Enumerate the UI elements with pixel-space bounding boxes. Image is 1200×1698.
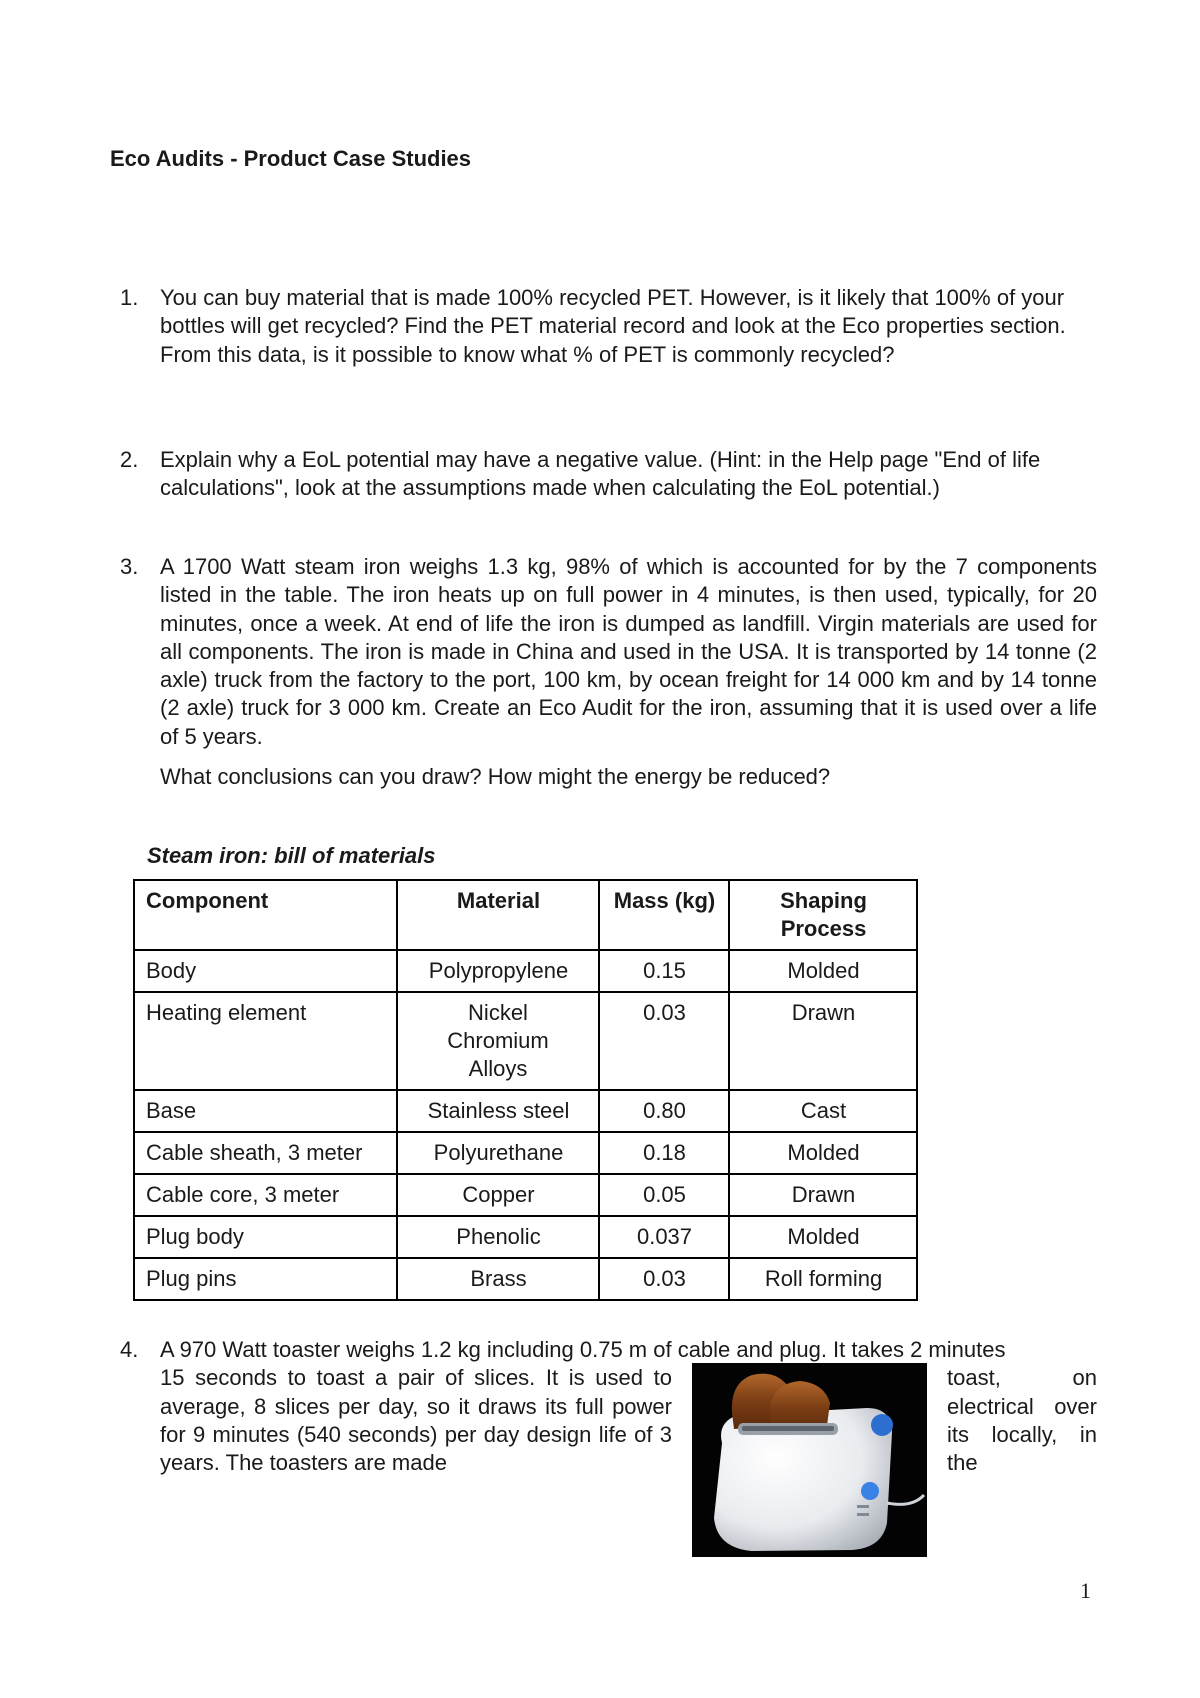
- question-text: Explain why a EoL potential may have a negative value. (Hint: in the Help page "End of life calculations", look at the assumptions made when calculating the EoL potential.): [160, 447, 1041, 501]
- question-followup: What conclusions can you draw? How might the energy be reduced?: [160, 764, 831, 790]
- cell-process: Drawn: [729, 992, 917, 1090]
- cell-component: Heating element: [134, 992, 397, 1090]
- question-text-left-column: 15 seconds to toast a pair of slices. It is used to average, 8 slices per day, so it draws its full power for 9 minutes (540 seconds) per day design life of 3 years. The toasters are made: [160, 1365, 672, 1476]
- toaster-icon: [692, 1363, 927, 1557]
- toaster-photo: [692, 1363, 927, 1557]
- question-number: 2.: [120, 447, 139, 472]
- cell-process: Drawn: [729, 1174, 917, 1216]
- question-number: 1.: [120, 285, 139, 310]
- bill-of-materials-table: [133, 879, 918, 1301]
- cell-component: Base: [134, 1090, 397, 1132]
- table-row: [134, 1216, 917, 1258]
- cell-material: Stainless steel: [397, 1090, 599, 1132]
- table-row: [134, 1090, 917, 1132]
- cell-material: Nickel Chromium Alloys: [397, 992, 599, 1090]
- cell-material: Polypropylene: [397, 950, 599, 992]
- table-title: Steam iron: bill of materials: [147, 843, 436, 868]
- cell-process: Roll forming: [729, 1258, 917, 1300]
- cell-process: Molded: [729, 1216, 917, 1258]
- table-row: [134, 992, 917, 1090]
- question-1: [120, 284, 1097, 369]
- cell-material: Phenolic: [397, 1216, 599, 1258]
- question-text-line1: A 970 Watt toaster weighs 1.2 kg including 0.75 m of cable and plug. It takes 2 minutes: [160, 1337, 1006, 1362]
- question-text-right-column: toast, on electrical over its locally, in the: [947, 1365, 1097, 1476]
- column-header: Material: [397, 880, 599, 950]
- cell-mass: 0.15: [599, 950, 729, 992]
- cell-component: Body: [134, 950, 397, 992]
- cell-material: Brass: [397, 1258, 599, 1300]
- column-header: Shaping Process: [729, 880, 917, 950]
- cell-process: Molded: [729, 1132, 917, 1174]
- page-title: Eco Audits - Product Case Studies: [110, 146, 472, 171]
- cell-mass: 0.80: [599, 1090, 729, 1132]
- cell-mass: 0.037: [599, 1216, 729, 1258]
- question-text: You can buy material that is made 100% recycled PET. However, is it likely that 100% of your bottles will get recycled? Find the PET material record and look at the Eco properties section. From this data, is it possible to know what % of PET is commonly recycled?: [160, 285, 1066, 367]
- cell-mass: 0.03: [599, 992, 729, 1090]
- question-text: A 1700 Watt steam iron weighs 1.3 kg, 98% of which is accounted for by the 7 components listed in the table. The iron heats up on full power in 4 minutes, is then used, typically, for 20 minutes, once a week. At end of life the iron is dumped as landfill. Virgin materials are used for all components. The iron is made in China and used in the USA. It is transported by 14 tonne (2 axle) truck from the factory to the port, 100 km, by ocean freight for 14 000 km and by 14 tonne (2 axle) truck for 3 000 km. Create an Eco Audit for the iron, assuming that it is used over a life of 5 years.: [160, 554, 1097, 749]
- cell-material: Polyurethane: [397, 1132, 599, 1174]
- column-header: Mass (kg): [599, 880, 729, 950]
- cell-process: Cast: [729, 1090, 917, 1132]
- cell-mass: 0.05: [599, 1174, 729, 1216]
- cell-mass: 0.03: [599, 1258, 729, 1300]
- cell-component: Cable sheath, 3 meter: [134, 1132, 397, 1174]
- table-row: [134, 950, 917, 992]
- question-number: 4.: [120, 1337, 139, 1362]
- question-number: 3.: [120, 554, 139, 579]
- cell-component: Plug body: [134, 1216, 397, 1258]
- question-3: [120, 553, 1097, 791]
- table-row: [134, 1132, 917, 1174]
- page-number: 1: [1080, 1578, 1091, 1603]
- cell-mass: 0.18: [599, 1132, 729, 1174]
- column-header: Component: [134, 880, 397, 950]
- cell-material: Copper: [397, 1174, 599, 1216]
- question-2: [120, 446, 1097, 503]
- table-row: [134, 1258, 917, 1300]
- cell-component: Plug pins: [134, 1258, 397, 1300]
- cell-process: Molded: [729, 950, 917, 992]
- cell-component: Cable core, 3 meter: [134, 1174, 397, 1216]
- question-4: [120, 1336, 1097, 1476]
- table-row: [134, 1174, 917, 1216]
- table-header-row: [134, 880, 917, 950]
